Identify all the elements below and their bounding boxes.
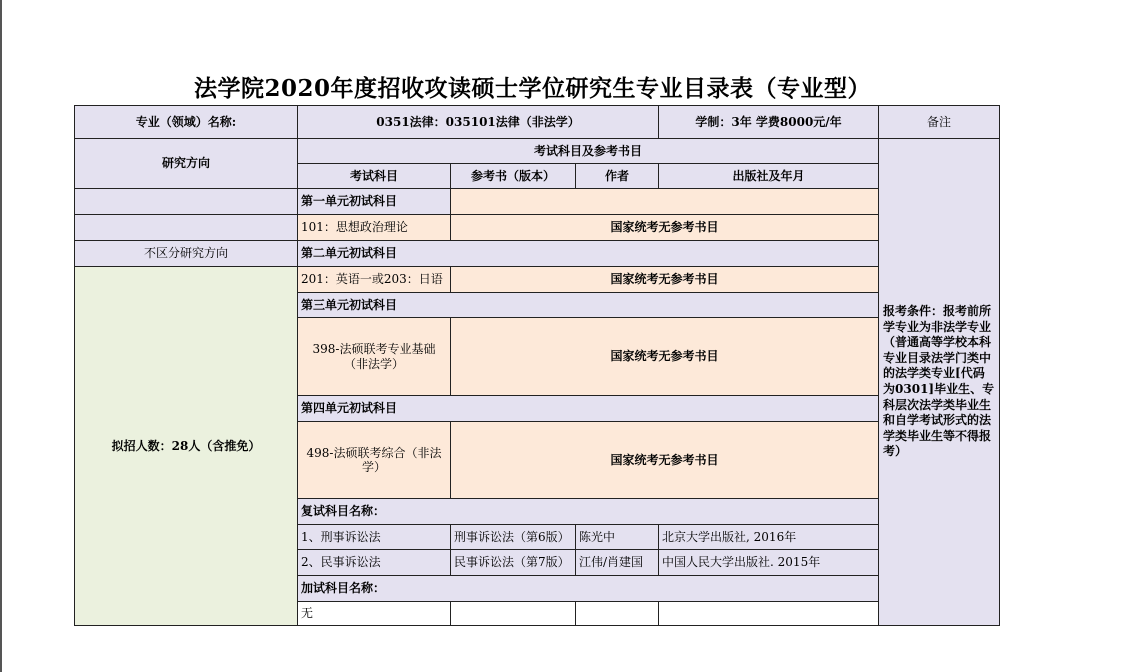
unit2-label: 第二单元初试科目	[298, 241, 879, 267]
extra-value: 无	[298, 602, 451, 626]
retest-label: 复试科目名称：	[298, 499, 879, 525]
catalog-table	[74, 105, 1000, 626]
duration-fee: 学制：3年 学费8000元/年	[659, 106, 879, 139]
unit3-label: 第三单元初试科目	[298, 293, 879, 318]
publisher-header: 出版社及年月	[659, 164, 879, 189]
unit1-subject-row	[75, 215, 1000, 241]
unit2-subject-row	[75, 267, 1000, 293]
unit1-subject: 101：思想政治理论	[298, 215, 451, 241]
major-label: 专业（领域）名称:	[75, 106, 298, 139]
retest-author: 陈光中	[576, 525, 659, 550]
unit1-no-reference: 国家统考无参考书目	[451, 215, 879, 241]
retest-publisher: 中国人民大学出版社. 2015年	[659, 550, 879, 576]
subject-header: 考试科目	[298, 164, 451, 189]
unit4-no-reference: 国家统考无参考书目	[451, 422, 879, 499]
extra-publisher-empty	[659, 602, 879, 626]
retest-subject: 2、民事诉讼法	[298, 550, 451, 576]
remark-label: 备注	[879, 106, 1000, 139]
unit3-no-reference: 国家统考无参考书目	[451, 318, 879, 396]
unit1-label: 第一单元初试科目	[298, 189, 451, 215]
book-header: 参考书（版本）	[451, 164, 576, 189]
unit2-subject: 201：英语一或203：日语	[298, 267, 451, 293]
direction-value: 不区分研究方向	[75, 241, 298, 267]
enrollment-count: 拟招人数：28人（含推免）	[75, 267, 298, 626]
retest-book: 民事诉讼法（第7版）	[451, 550, 576, 576]
unit3-subject: 398-法硕联考专业基础（非法学）	[298, 318, 451, 396]
retest-publisher: 北京大学出版社, 2016年	[659, 525, 879, 550]
direction-empty-1	[75, 189, 298, 215]
extra-author-empty	[576, 602, 659, 626]
remark-conditions: 报考条件：报考前所学专业为非法学专业（普通高等学校本科专业目录法学门类中的法学类专业[代码为0301]毕业生、专科层次法学类毕业生和自学考试形式的法学类毕业生等不得报考）	[879, 139, 1000, 626]
retest-author: 江伟/肖建国	[576, 550, 659, 576]
unit2-no-reference: 国家统考无参考书目	[451, 267, 879, 293]
retest-subject: 1、刑事诉讼法	[298, 525, 451, 550]
direction-header: 研究方向	[75, 139, 298, 189]
page-title: 法学院2020年度招收攻读硕士学位研究生专业目录表（专业型）	[193, 75, 871, 102]
author-header: 作者	[576, 164, 659, 189]
major-value: 0351法律：035101法律（非法学）	[298, 106, 659, 139]
unit2-row	[75, 241, 1000, 267]
direction-empty-2	[75, 215, 298, 241]
extra-label: 加试科目名称：	[298, 576, 879, 602]
column-group-row	[75, 139, 1000, 164]
retest-book: 刑事诉讼法（第6版）	[451, 525, 576, 550]
header-row	[75, 106, 1000, 139]
unit1-row	[75, 189, 1000, 215]
exam-group-header: 考试科目及参考书目	[298, 139, 879, 164]
unit1-filler	[451, 189, 879, 215]
unit4-label: 第四单元初试科目	[298, 396, 879, 422]
unit4-subject: 498-法硕联考综合（非法学）	[298, 422, 451, 499]
extra-book-empty	[451, 602, 576, 626]
